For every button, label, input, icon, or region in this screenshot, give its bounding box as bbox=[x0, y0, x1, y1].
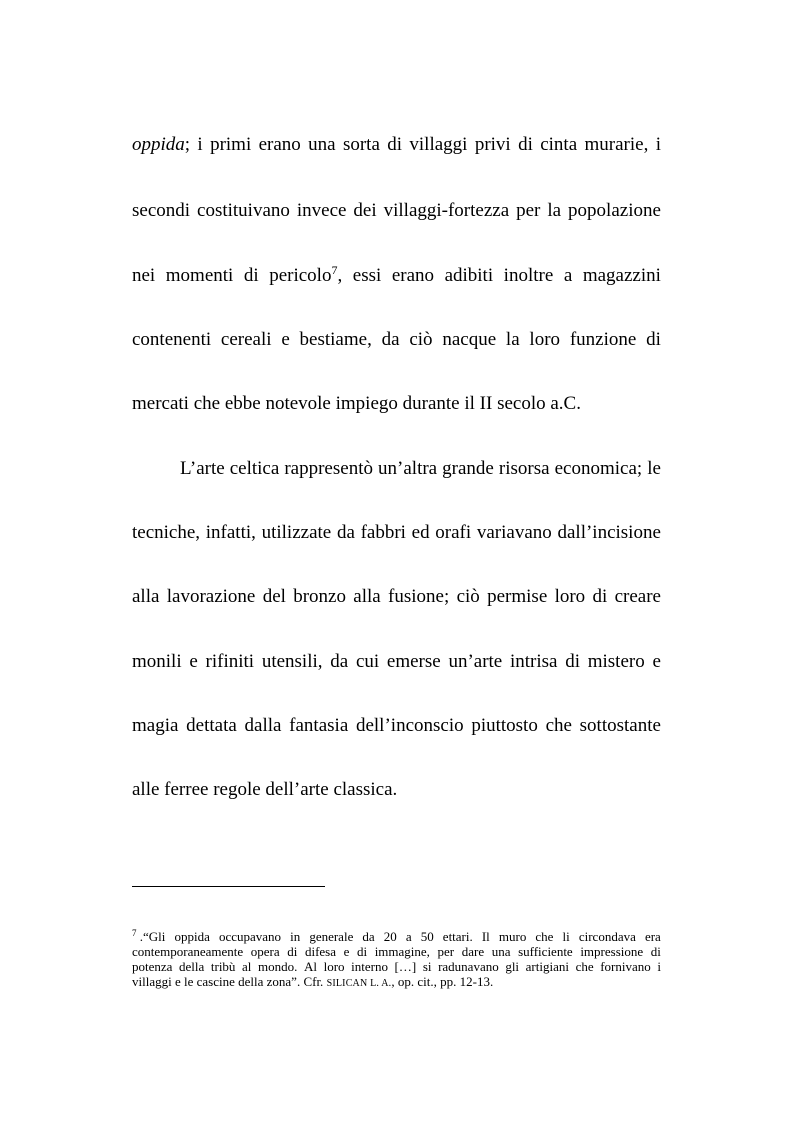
footnote-line-2: contemporaneamente opera di difesa e di immagine, per dare una sufficiente impressione di bbox=[132, 944, 661, 959]
body-line-11: alle ferree regole dell’arte classica. bbox=[132, 779, 398, 800]
italic-term: oppida bbox=[132, 134, 185, 155]
footnote-separator bbox=[132, 886, 325, 887]
body-line-5: mercati che ebbe notevole impiego durante il II secolo a.C. bbox=[132, 393, 581, 414]
footnote-marker: 7 bbox=[132, 928, 137, 938]
body-line-7: tecniche, infatti, utilizzate da fabbri ed orafi variavano dall’incisione bbox=[132, 522, 661, 543]
body-line-4: contenenti cereali e bestiame, da ciò nacque la loro funzione di bbox=[132, 329, 661, 350]
footnote-line-3: potenza della tribù al mondo. Al loro interno […] si radunavano gli artigiani che fornivano i bbox=[132, 959, 661, 974]
body-line-1: oppida; i primi erano una sorta di villaggi privi di cinta murarie, i bbox=[132, 134, 661, 155]
body-line-8: alla lavorazione del bronzo alla fusione; ciò permise loro di creare bbox=[132, 586, 661, 607]
footnote-line-1: $^7$ .“Gli oppida occupavano in generale da 20 a 50 ettari. Il muro che li circondava era bbox=[132, 928, 661, 944]
body-line-3: nei momenti di pericolo$^7$, essi erano adibiti inoltre a magazzini bbox=[132, 263, 661, 286]
footnote-line-4: villaggi e le cascine della zona”. Cfr. SILICAN L. A., op. cit., pp. 12-13. bbox=[132, 974, 494, 989]
citation-author: SILICAN L. A. bbox=[326, 978, 392, 989]
body-line-9: monili e rifiniti utensili, da cui emerse un’arte intrisa di mistero e bbox=[132, 651, 661, 672]
body-line-2: secondi costituivano invece dei villaggi-fortezza per la popolazione bbox=[132, 200, 661, 221]
body-line-6: L’arte celtica rappresentò un’altra grande risorsa economica; le bbox=[180, 458, 661, 479]
body-line-10: magia dettata dalla fantasia dell’inconscio piuttosto che sottostante bbox=[132, 715, 661, 736]
footnote-ref[interactable]: 7 bbox=[331, 263, 338, 277]
